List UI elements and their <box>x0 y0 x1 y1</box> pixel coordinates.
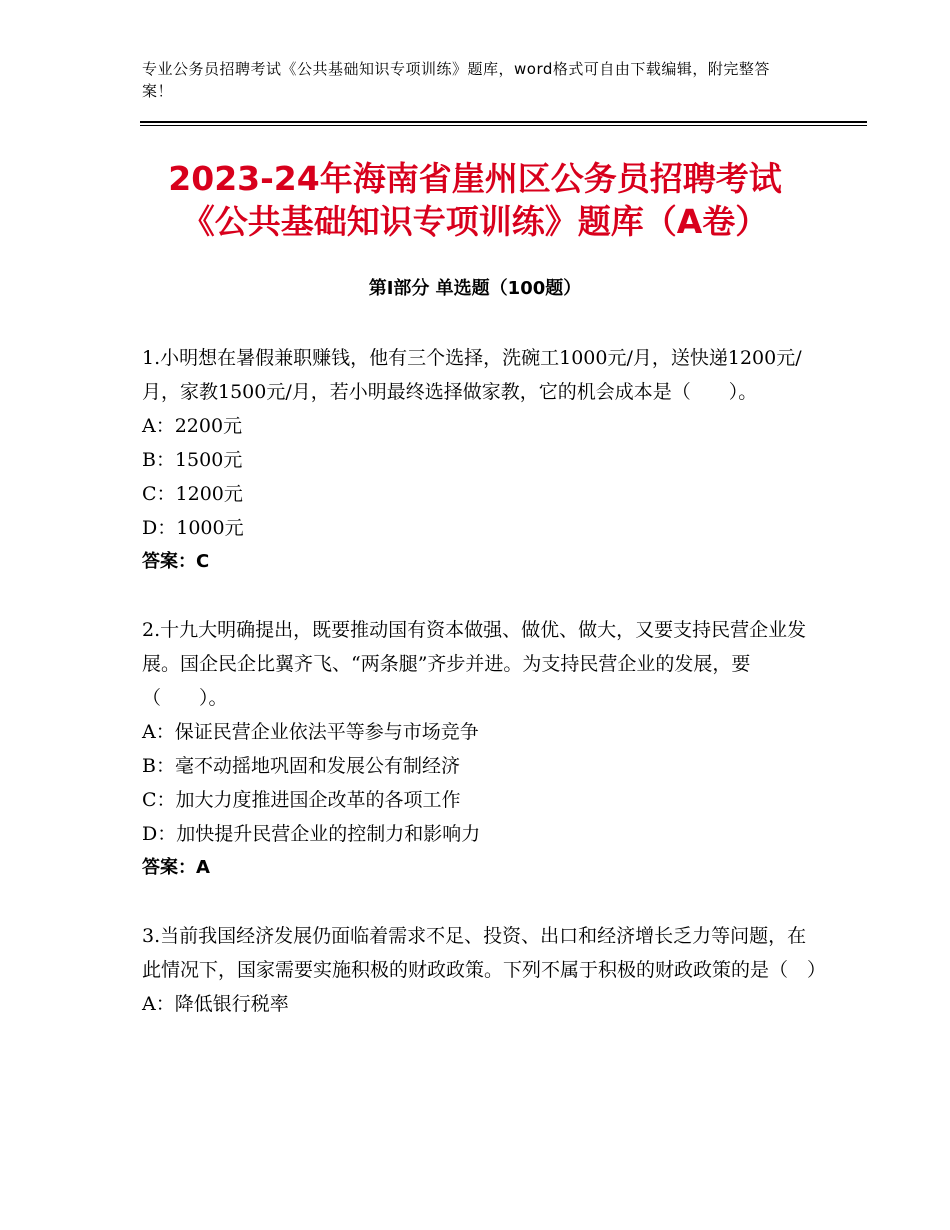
option-d: D：加快提升民营企业的控制力和影响力 <box>142 823 481 845</box>
header-rule-thin <box>140 125 867 126</box>
question-stem: 2.十九大明确提出，既要推动国有资本做强、做优、做大，又要支持民营企业发展。国企民企比翼齐飞、“两条腿”齐步并进。为支持民营企业的发展，要（ ）。 <box>142 619 807 709</box>
question-2 <box>142 613 822 885</box>
option-b: B：1500元 <box>142 449 243 471</box>
question-list <box>142 341 827 1021</box>
option-c: C：加大力度推进国企改革的各项工作 <box>142 789 461 811</box>
question-stem: 3.当前我国经济发展仍面临着需求不足、投资、出口和经济增长乏力等问题，在此情况下，国家需要实施积极的财政政策。下列不属于积极的财政政策的是（ ） <box>142 925 827 981</box>
document-title <box>100 157 850 243</box>
answer-label: 答案：C <box>142 551 210 572</box>
header-rule-thick <box>140 121 867 123</box>
option-c: C：1200元 <box>142 483 243 505</box>
option-d: D：1000元 <box>142 517 244 539</box>
question-3 <box>142 919 827 1021</box>
question-stem: 1.小明想在暑假兼职赚钱，他有三个选择，洗碗工1000元/月，送快递1200元/月，家教1500元/月，若小明最终选择做家教，它的机会成本是（ ）。 <box>142 347 802 403</box>
option-a: A：保证民营企业依法平等参与市场竞争 <box>142 721 479 743</box>
section-heading: 第Ⅰ部分 单选题（100题） <box>368 278 582 299</box>
option-b: B：毫不动摇地巩固和发展公有制经济 <box>142 755 460 777</box>
option-a: A：降低银行税率 <box>142 993 289 1015</box>
header-note: 专业公务员招聘考试《公共基础知识专项训练》题库，word格式可自由下载编辑，附完整答案！ <box>142 60 770 100</box>
title-line-1: 2023-24年海南省崖州区公务员招聘考试 <box>168 159 782 198</box>
answer-label: 答案：A <box>142 857 210 878</box>
option-a: A：2200元 <box>142 415 243 437</box>
title-line-2: 《公共基础知识专项训练》题库（A卷） <box>181 202 769 241</box>
question-1 <box>142 341 822 579</box>
